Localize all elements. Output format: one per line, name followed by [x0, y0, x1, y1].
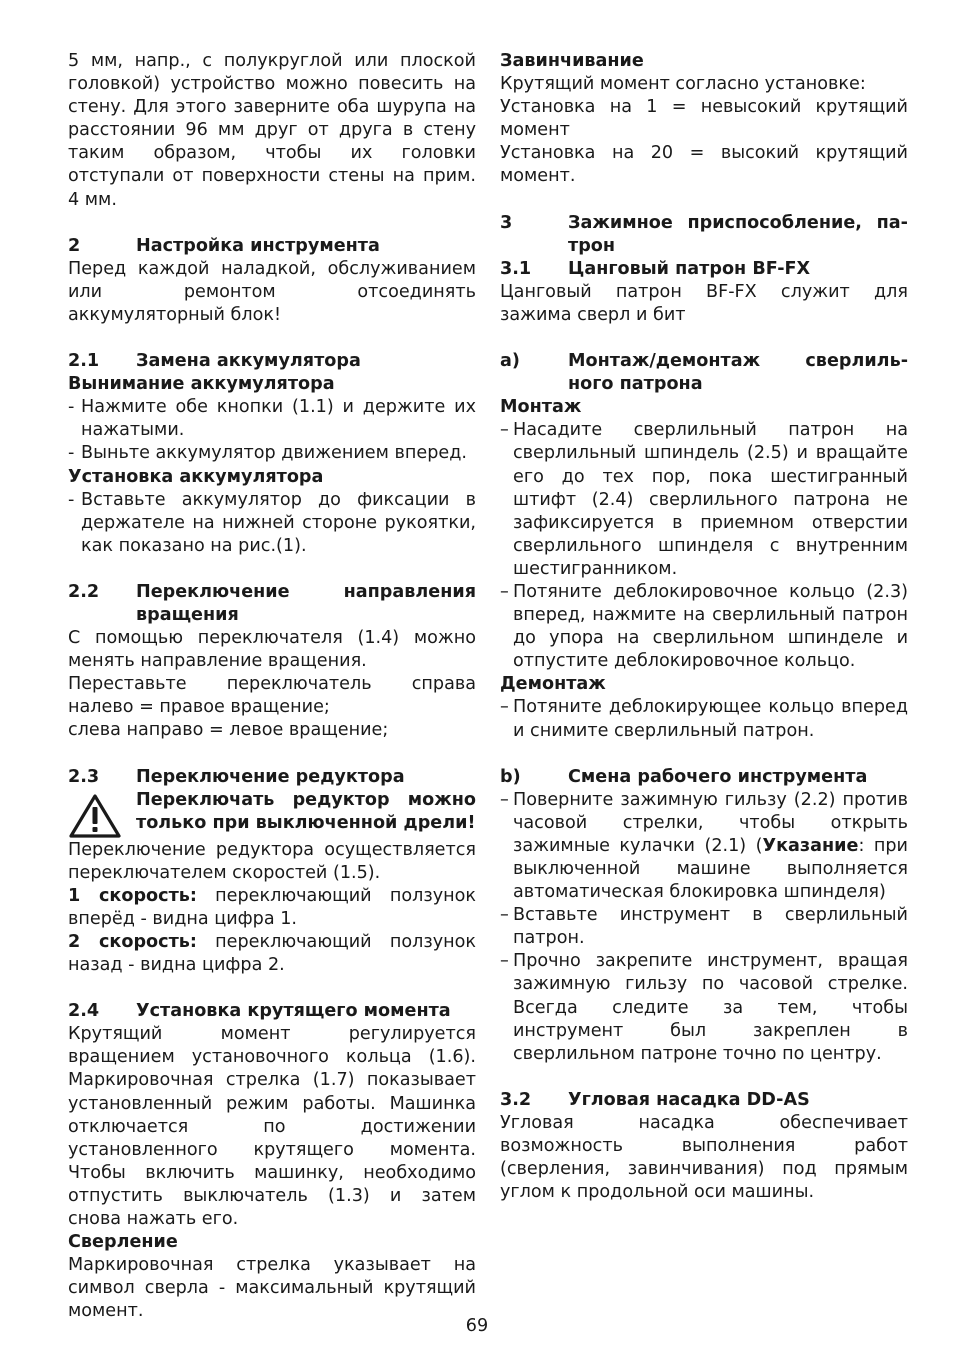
- subheading-mounting: Монтаж: [500, 397, 582, 418]
- bullet-dash: –: [500, 420, 509, 441]
- list-item-text: Насадите сверлильный патрон на сверлильный шпиндель (2.5) и вращайте его до тех пор, пока шестигранный штифт (2.4) сверлильного патрона не зафиксируется в приемном отверстии сверлильного шпинделя с внутренним шестигранником.: [513, 420, 908, 579]
- paragraph: Цанговый патрон BF-FX служит для зажима сверл и бит: [500, 281, 908, 325]
- section-title: [136, 581, 476, 627]
- section-title: Цанговый патрон BF-FX: [568, 258, 811, 279]
- speed-1-description: [68, 885, 476, 931]
- subheading-drilling: Сверление: [68, 1232, 178, 1253]
- section-title: Переключение редуктора: [136, 766, 405, 787]
- subheading-dismounting: Демонтаж: [500, 674, 606, 695]
- section-number: 2: [68, 235, 81, 256]
- section-number: 3.2: [500, 1089, 532, 1110]
- section-a-heading: [500, 350, 908, 396]
- section-2-3-heading: [68, 766, 476, 789]
- intro-paragraph: 5 мм, напр., с полукруглой или плоской головкой) устройство можно повесить на стену. Для этого заверните оба шурупа на расстоянии 96 мм друг от друга в стену таким образом, чтобы их головки отступали от поверхности стены на прим. 4 мм.: [68, 51, 476, 210]
- section-title-line: Монтаж/демонтаж сверлиль-: [568, 351, 908, 372]
- section-title: [568, 212, 908, 258]
- list-item: [500, 950, 908, 1065]
- section-2-heading: [68, 235, 476, 258]
- list-item: [500, 789, 908, 904]
- list-item-text: Вставьте аккумулятор до фиксации в держателе на нижней стороне рукоятки, как показано на рис.(1).: [81, 489, 476, 556]
- section-number: 2.3: [68, 766, 100, 787]
- section-2-1-heading: [68, 350, 476, 373]
- section-number: a): [500, 351, 520, 372]
- warning-block: [68, 789, 476, 839]
- list-item: [500, 696, 908, 742]
- section-number: b): [500, 766, 521, 787]
- speed-2-label: 2 скорость:: [68, 932, 197, 952]
- section-title-line: ного патрона: [568, 374, 703, 395]
- subheading-insert-battery: Установка аккумулятора: [68, 466, 324, 487]
- paragraph: Переставьте переключатель справа налево = правое вращение;: [68, 674, 476, 718]
- list-item-text: Потяните деблокирующее кольцо вперед и снимите сверлильный патрон.: [513, 697, 908, 741]
- section-number: 3.1: [500, 258, 532, 279]
- list-item: [500, 581, 908, 673]
- paragraph: С помощью переключателя (1.4) можно менять направление вращения.: [68, 628, 476, 672]
- list-item-text: Прочно закрепите инструмент, вращая зажимную гильзу по часовой стрелке. Всегда следите за тем, чтобы инструмент был закреплен в сверлильном патроне точно по центру.: [513, 951, 908, 1064]
- speed-2-text: переключающий ползунок назад - видна цифра 2.: [68, 932, 476, 976]
- paragraph: Переключение редуктора осуществляется переключателем скоростей (1.5).: [68, 839, 476, 883]
- section-3-1-heading: [500, 258, 908, 281]
- section-title: Угловая насадка DD-AS: [568, 1089, 810, 1110]
- warning-triangle-icon: [68, 789, 136, 839]
- section-2-2-heading: [68, 581, 476, 627]
- list-item-text: Нажмите обе кнопки (1.1) и держите их нажатыми.: [81, 397, 476, 441]
- section-title: Смена рабочего инструмента: [568, 766, 868, 787]
- bullet-dash: –: [500, 951, 509, 972]
- list-item-text: Выньте аккумулятор движением вперед.: [81, 443, 467, 464]
- section-title: Установка крутящего момента: [136, 1001, 451, 1022]
- section-title-line: вращения: [136, 604, 239, 625]
- section-number: 2.1: [68, 351, 100, 372]
- list-item: [68, 442, 476, 465]
- section-title-line: Переключение направления: [136, 581, 476, 602]
- section-title: Замена аккумулятора: [136, 351, 361, 372]
- section-3-2-heading: [500, 1089, 908, 1112]
- page-number: 69: [465, 1316, 489, 1336]
- section-title: Настройка инструмента: [136, 235, 380, 256]
- bullet-dash: –: [500, 697, 509, 718]
- list-item-text-part: : при выключенной машине выполняется автоматическая блокировка шпинделя): [513, 835, 908, 903]
- list-item: [500, 419, 908, 581]
- section-title: [568, 350, 908, 396]
- bullet-dash: –: [500, 789, 509, 810]
- warning-text: Переключать редуктор можно только при выключенной дрели!: [136, 789, 476, 833]
- section-title-line: Зажимное приспособление, па-: [568, 212, 908, 233]
- speed-1-label: 1 скорость:: [68, 885, 197, 906]
- subheading-screwing: Завинчивание: [500, 51, 644, 71]
- list-item: [68, 396, 476, 442]
- section-2-text: Перед каждой наладкой, обслуживанием или ремонтом отсоединять аккумуляторный блок!: [68, 258, 476, 325]
- note-label: Указание: [762, 835, 859, 856]
- bullet-dash: –: [500, 581, 509, 602]
- paragraph: Крутящий момент согласно установке:: [500, 74, 866, 95]
- section-2-4-heading: [68, 1000, 476, 1023]
- paragraph: Крутящий момент регулируется вращением установочного кольца (1.6). Маркировочная стрелка (1.7) показывает установленный режим работы. Машинка отключается по достижении установленного крутящего момента. Чтобы включить машинку, необходимо отпустить выключатель (1.3) и затем снова нажать его.: [68, 1024, 476, 1230]
- speed-2-description: [68, 931, 476, 977]
- section-number: 2.4: [68, 1001, 100, 1022]
- list-item-text-part: Поверните зажимную гильзу (2.2) против часовой стрелки, чтобы открыть зажимные кулачки (2.1) (: [513, 789, 908, 856]
- right-column: [500, 50, 908, 1204]
- section-number: 3: [500, 212, 513, 233]
- bullet-hyphen: -: [68, 443, 75, 464]
- left-column: [68, 50, 476, 1324]
- list-item-text: Вставьте инструмент в сверлильный патрон.: [513, 905, 908, 949]
- paragraph: Установка на 1 = невысокий крутящий момент: [500, 97, 908, 141]
- list-item: [68, 489, 476, 558]
- paragraph: слева направо = левое вращение;: [68, 720, 389, 741]
- section-title-line: трон: [568, 235, 616, 256]
- bullet-hyphen: -: [68, 489, 75, 510]
- section-b-heading: [500, 766, 908, 789]
- paragraph: Установка на 20 = высокий крутящий момент.: [500, 143, 908, 187]
- list-item-text: Потяните деблокировочное кольцо (2.3) вперед, нажмите на сверлильный патрон до упора на сверлильном шпинделе и отпустите деблокировочное кольцо.: [513, 581, 908, 672]
- section-number: 2.2: [68, 581, 100, 602]
- speed-1-text: переключающий ползунок вперёд - видна цифра 1.: [68, 885, 476, 929]
- list-item-text: [513, 789, 908, 904]
- section-3-heading: [500, 212, 908, 258]
- bullet-dash: –: [500, 905, 509, 926]
- bullet-hyphen: -: [68, 397, 75, 418]
- paragraph: Маркировочная стрелка указывает на символ сверла - максимальный крутящий момент.: [68, 1255, 476, 1322]
- list-item: [500, 904, 908, 950]
- subheading-remove-battery: Вынимание аккумулятора: [68, 374, 335, 395]
- paragraph: Угловая насадка обеспечивает возможность выполнения работ (сверления, завинчивания) под прямым углом к продольной оси машины.: [500, 1112, 908, 1203]
